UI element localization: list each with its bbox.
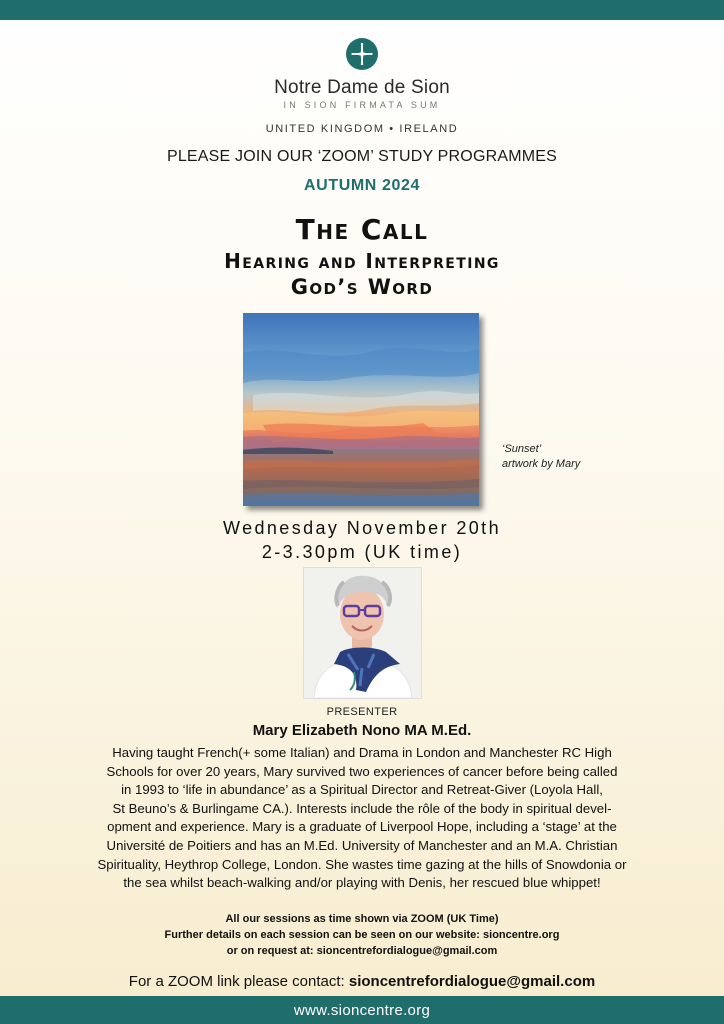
bio-line: Université de Poitiers and has an M.Ed. University of Manchester and an M.A. Christian	[106, 837, 618, 853]
presenter-name: Mary Elizabeth Nono MA M.Ed.	[252, 722, 472, 739]
bio-line: Spirituality, Heythrop College, London. She wastes time gazing at the hills of Snowdonia or	[97, 856, 627, 872]
contact-email-link[interactable]: sioncentrefordialogue@gmail.com	[348, 973, 596, 990]
bio-line: opment and experience. Mary is a graduate of Liverpool Hope, including a ‘stage’ at the	[107, 819, 617, 835]
invite-heading: PLEASE JOIN OUR ‘ZOOM’ STUDY PROGRAMMES	[166, 148, 558, 165]
region-line: UNITED KINGDOM • IRELAND	[265, 123, 459, 135]
cross-in-circle-icon	[346, 38, 378, 70]
event-date: Wednesday November 20th	[223, 518, 501, 538]
event-title	[0, 212, 724, 300]
bio-line: the sea whilst beach-walking and/or playing with Denis, her rescued blue whippet!	[123, 875, 601, 891]
sessions-line-3: or on request at: sioncentrefordialogue@gmail.com	[226, 945, 498, 957]
bio-line: Schools for over 20 years, Mary survived two experiences of cancer before being called	[106, 763, 618, 779]
artwork-title: ‘Sunset’	[502, 443, 542, 455]
event-datetime	[0, 516, 724, 564]
website-link[interactable]: www.sioncentre.org	[293, 1001, 431, 1019]
bio-line: in 1993 to ‘life in abundance’ as a Spiritual Director and Retreat-Giver (Loyola Hall,	[121, 782, 603, 798]
title-subtitle-2: God’s Word	[290, 275, 434, 299]
contact-prefix: For a ZOOM link please contact:	[128, 973, 349, 990]
contact-line	[0, 973, 724, 990]
bio-line: St Beuno’s & Burlingame CA.). Interests include the rôle of the body in spiritual devel-	[112, 800, 612, 816]
artwork-caption	[502, 442, 580, 472]
sessions-line-2: Further details on each session can be seen on our website: sioncentre.org	[164, 929, 560, 941]
motto: IN SION FIRMATA SUM	[283, 100, 441, 110]
org-name: Notre Dame de Sion	[274, 77, 450, 98]
title-subtitle-1: Hearing and Interpreting	[224, 249, 500, 273]
logo-block	[0, 38, 724, 110]
bio-line: Having taught French(+ some Italian) and Drama in London and Manchester RC High	[112, 745, 612, 760]
artwork-credit: artwork by Mary	[502, 458, 581, 470]
sessions-line-1: All our sessions as time shown via ZOOM (UK Time)	[225, 913, 499, 925]
sessions-info	[0, 911, 724, 959]
presenter-bio	[26, 744, 698, 893]
title-main: The Call	[295, 213, 429, 246]
footer-band	[0, 996, 724, 1024]
top-band	[0, 0, 724, 20]
sunset-painting	[243, 313, 479, 506]
event-time: 2-3.30pm (UK time)	[261, 542, 463, 562]
presenter-label: PRESENTER	[326, 706, 398, 718]
season-heading: AUTUMN 2024	[304, 177, 420, 194]
presenter-photo	[303, 567, 422, 699]
